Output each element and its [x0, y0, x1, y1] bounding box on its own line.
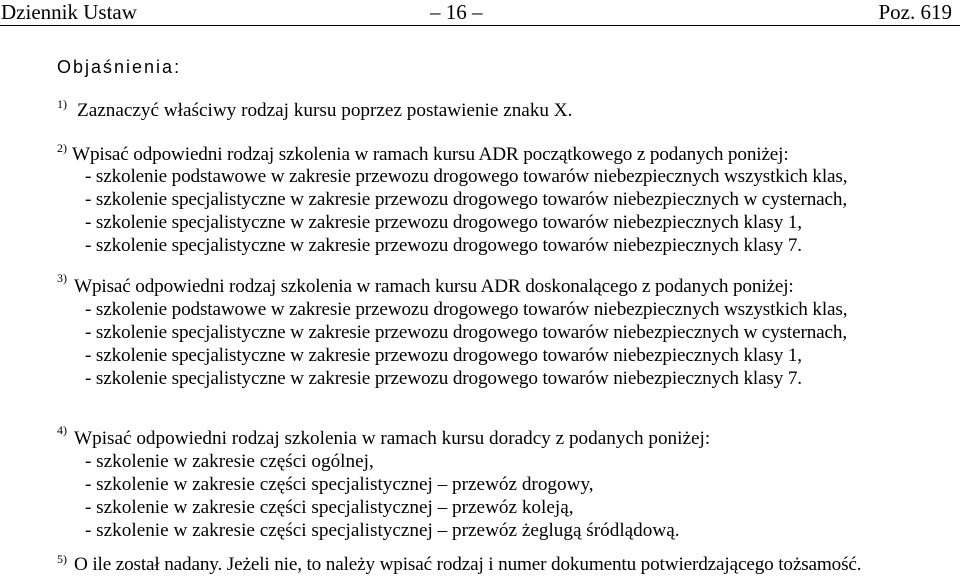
list-item: - szkolenie specjalistyczne w zakresie przewozu drogowego towarów niebezpiecznych klasy 1, — [85, 212, 802, 233]
position-number: Poz. 619 — [878, 0, 952, 24]
list-item: - szkolenie podstawowe w zakresie przewozu drogowego towarów niebezpiecznych wszystkich klas, — [85, 166, 848, 187]
explanations-heading: Objaśnienia: — [57, 57, 182, 77]
note-marker: 2) — [57, 141, 67, 155]
note-lead: Wpisać odpowiedni rodzaj szkolenia w ramach kursu doradcy z podanych poniżej: — [74, 428, 711, 449]
note-marker: 5) — [57, 552, 67, 566]
list-item: - szkolenie specjalistyczne w zakresie przewozu drogowego towarów niebezpiecznych klasy 7. — [85, 368, 802, 389]
note-marker: 1) — [57, 97, 67, 111]
note-lead: Zaznaczyć właściwy rodzaj kursu poprzez postawienie znaku X. — [77, 100, 573, 121]
page-number: – 16 – — [430, 0, 483, 24]
list-item: - szkolenie w zakresie części specjalistycznej – przewóz żeglugą śródlądową. — [85, 520, 680, 541]
list-item: - szkolenie specjalistyczne w zakresie przewozu drogowego towarów niebezpiecznych w cysternach, — [85, 189, 847, 210]
list-item: - szkolenie w zakresie części specjalistycznej – przewóz drogowy, — [85, 474, 594, 495]
note-marker: 3) — [57, 271, 67, 285]
list-item: - szkolenie specjalistyczne w zakresie przewozu drogowego towarów niebezpiecznych klasy 1, — [85, 345, 802, 366]
note-lead: Wpisać odpowiedni rodzaj szkolenia w ramach kursu ADR doskonalącego z podanych poniżej: — [74, 276, 794, 297]
list-item: - szkolenie podstawowe w zakresie przewozu drogowego towarów niebezpiecznych wszystkich klas, — [85, 299, 848, 320]
list-item: - szkolenie specjalistyczne w zakresie przewozu drogowego towarów niebezpiecznych w cysternach, — [85, 322, 847, 343]
publication-title: Dziennik Ustaw — [1, 0, 137, 24]
note-lead: Wpisać odpowiedni rodzaj szkolenia w ramach kursu ADR początkowego z podanych poniżej: — [72, 144, 789, 165]
header-rule — [0, 25, 960, 26]
list-item: - szkolenie w zakresie części specjalistycznej – przewóz koleją, — [85, 497, 574, 518]
list-item: - szkolenie specjalistyczne w zakresie przewozu drogowego towarów niebezpiecznych klasy 7. — [85, 235, 802, 256]
note-lead: O ile został nadany. Jeżeli nie, to należy wpisać rodzaj i numer dokumentu potwierdzającego tożsamość. — [74, 554, 862, 575]
list-item: - szkolenie w zakresie części ogólnej, — [85, 451, 374, 472]
note-marker: 4) — [57, 423, 67, 437]
